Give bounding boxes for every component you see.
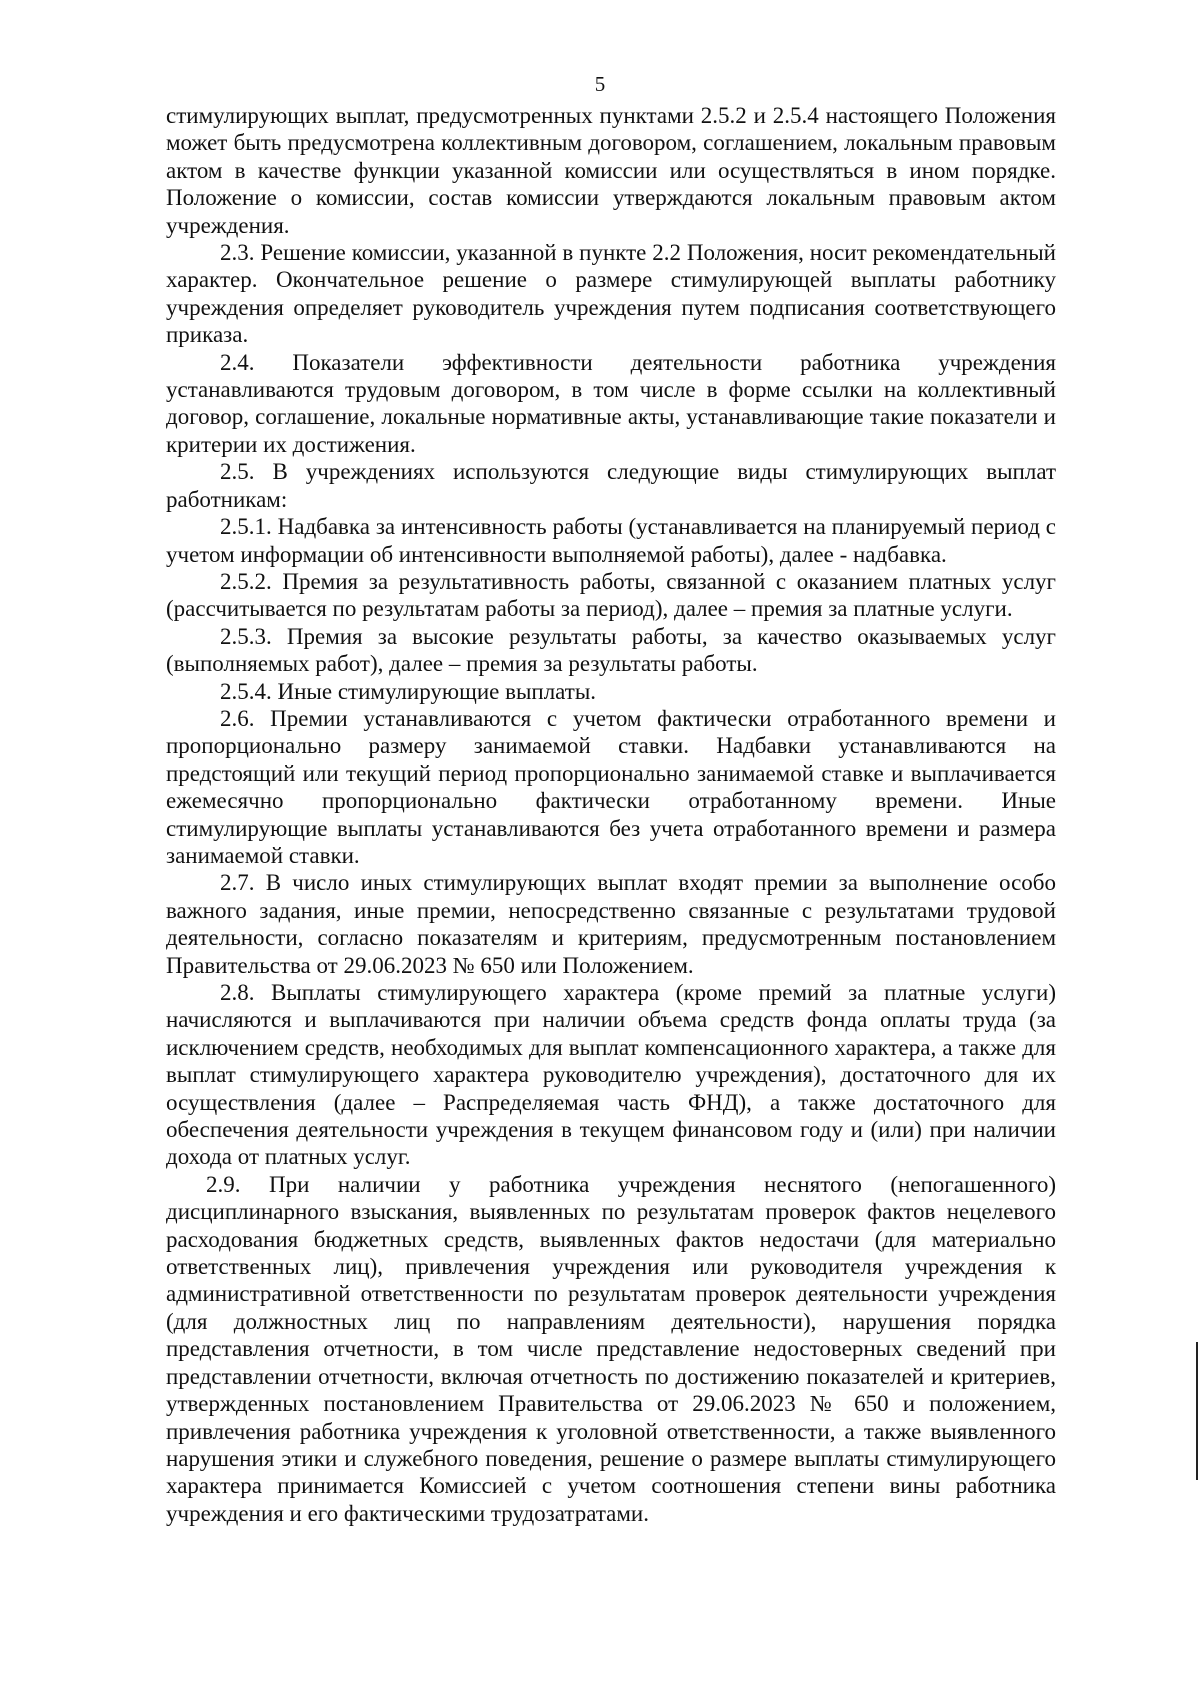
scan-edge-mark	[1196, 1342, 1198, 1480]
paragraph-2-4: 2.4. Показатели эффективности деятельности работника учреждения устанавливаются трудовым договором, в том числе в форме ссылки на коллективный договор, соглашение, локальные нормативные акты, устанавливающие такие показатели и критерии их достижения.	[166, 349, 1056, 457]
paragraph-2-5-2: 2.5.2. Премия за результативность работы, связанной с оказанием платных услуг (рассчитывается по результатам работы за период), далее – премия за платные услуги.	[166, 568, 1056, 622]
document-body	[166, 102, 1056, 1527]
paragraph-2-9: 2.9. При наличии у работника учреждения неснятого (непогашенного) дисциплинарного взыскания, выявленных по результатам проверок фактов нецелевого расходования бюджетных средств, выявленных фактов недостачи (для материально ответственных лиц), привлечения учреждения или руководителя учреждения к административной ответственности по результатам проверок деятельности учреждения (для должностных лиц по направлениям деятельности), нарушения порядка представления отчетности, в том числе представление недостоверных сведений при представлении отчетности, включая отчетность по достижению показателей и критериев, утвержденных постановлением Правительства от 29.06.2023 № 650 и положением, привлечения работника учреждения к уголовной ответственности, а также выявленного нарушения этики и служебного поведения, решение о размере выплаты стимулирующего характера принимается Комиссией с учетом соотношения степени вины работника учреждения и его фактическими трудозатратами.	[166, 1171, 1056, 1526]
paragraph-2-6: 2.6. Премии устанавливаются с учетом фактически отработанного времени и пропорционально размеру занимаемой ставки. Надбавки устанавливаются на предстоящий или текущий период пропорционально занимаемой ставке и выплачивается ежемесячно пропорционально фактически отработанному времени. Иные стимулирующие выплаты устанавливаются без учета отработанного времени и размера занимаемой ставки.	[166, 705, 1056, 868]
paragraph-2-2-continuation: стимулирующих выплат, предусмотренных пунктами 2.5.2 и 2.5.4 настоящего Положения может быть предусмотрена коллективным договором, соглашением, локальным правовым актом в качестве функции указанной комиссии или осуществляться в ином порядке. Положение о комиссии, состав комиссии утверждаются локальным правовым актом учреждения.	[166, 103, 1056, 238]
paragraph-2-8: 2.8. Выплаты стимулирующего характера (кроме премий за платные услуги) начисляются и выплачиваются при наличии объема средств фонда оплаты труда (за исключением средств, необходимых для выплат компенсационного характера, а также для выплат стимулирующего характера руководителю учреждения), достаточного для их осуществления (далее – Распределяемая часть ФНД), а также достаточного для обеспечения деятельности учреждения в текущем финансовом году и (или) при наличии дохода от платных услуг.	[166, 980, 1056, 1170]
page-number: 5	[594, 72, 606, 96]
paragraph-2-5-3: 2.5.3. Премия за высокие результаты работы, за качество оказываемых услуг (выполняемых работ), далее – премия за результаты работы.	[166, 623, 1056, 677]
paragraph-2-5: 2.5. В учреждениях используются следующие виды стимулирующих выплат работникам:	[166, 459, 1056, 512]
paragraph-2-3: 2.3. Решение комиссии, указанной в пункте 2.2 Положения, носит рекомендательный характер. Окончательное решение о размере стимулирующей выплаты работнику учреждения определяет руководитель учреждения путем подписания соответствующего приказа.	[166, 240, 1056, 348]
paragraph-2-5-1: 2.5.1. Надбавка за интенсивность работы (устанавливается на планируемый период с учетом информации об интенсивности выполняемой работы), далее - надбавка.	[166, 514, 1056, 567]
paragraph-2-7: 2.7. В число иных стимулирующих выплат входят премии за выполнение особо важного задания, иные премии, непосредственно связанные с результатами трудовой деятельности, согласно показателям и критериям, предусмотренным постановлением Правительства от 29.06.2023 № 650 или Положением.	[166, 870, 1056, 978]
paragraph-2-5-4: 2.5.4. Иные стимулирующие выплаты.	[220, 678, 597, 704]
